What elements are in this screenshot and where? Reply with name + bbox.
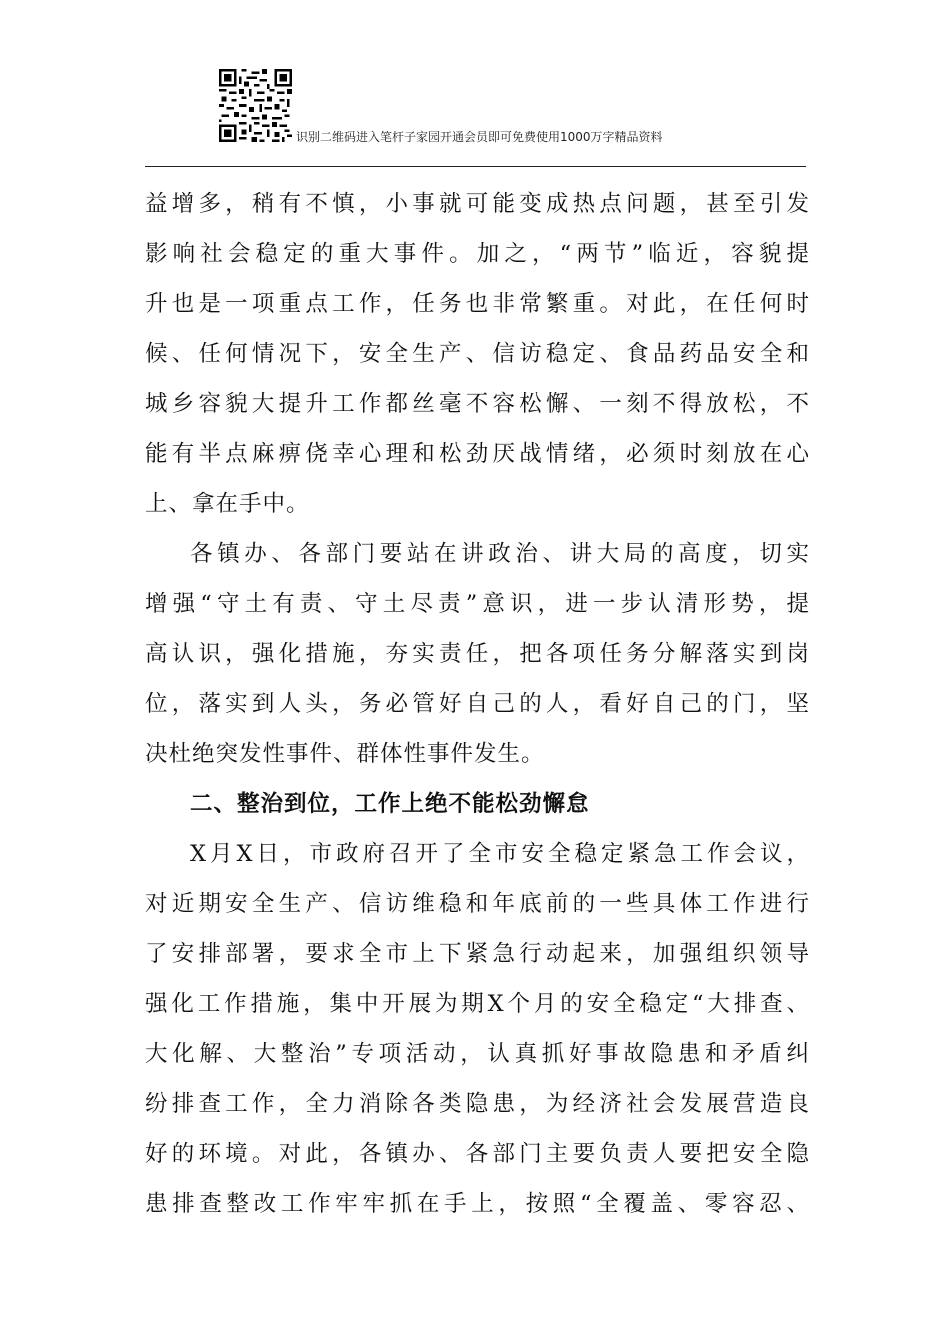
qr-code: [219, 69, 292, 142]
paragraph-line: 增强“守土有责、守土尽责”意识，进一步认清形势，提: [145, 591, 810, 617]
paragraph-line: 纷排查工作，全力消除各类隐患，为经济社会发展营造良: [145, 1091, 810, 1117]
paragraph-line: 对近期安全生产、信访维稳和年底前的一些具体工作进行: [145, 891, 810, 917]
paragraph-line: X月X日，市政府召开了全市安全稳定紧急工作会议，: [190, 841, 810, 867]
paragraph-line: 了安排部署，要求全市上下紧急行动起来，加强组织领导: [145, 941, 810, 967]
paragraph-line: 益增多，稍有不慎，小事就可能变成热点问题，甚至引发: [145, 191, 810, 217]
qr-code-icon: [219, 69, 292, 142]
header-caption: 识别二维码进入笔杆子家园开通会员即可免费使用1000万字精品资料: [296, 130, 663, 144]
paragraph-line: 升也是一项重点工作，任务也非常繁重。对此，在任何时: [145, 291, 810, 317]
paragraph-line: 强化工作措施，集中开展为期X个月的安全稳定“大排查、: [145, 991, 810, 1017]
paragraph-line: 大化解、大整治”专项活动，认真抓好事故隐患和矛盾纠: [145, 1041, 810, 1067]
paragraph-line: 患排查整改工作牢牢抓在手上，按照“全覆盖、零容忍、: [145, 1191, 810, 1217]
paragraph-line: 好的环境。对此，各镇办、各部门主要负责人要把安全隐: [145, 1141, 810, 1167]
section-heading: 二、整治到位，工作上绝不能松劲懈怠: [190, 791, 590, 817]
document-body: [145, 179, 810, 1229]
paragraph-line: 候、任何情况下，安全生产、信访稳定、食品药品安全和: [145, 341, 810, 367]
paragraph-line: 决杜绝突发性事件、群体性事件发生。: [145, 741, 545, 767]
paragraph-line: 高认识，强化措施，夯实责任，把各项任务分解落实到岗: [145, 641, 810, 667]
header-divider: [145, 166, 806, 167]
paragraph-line: 能有半点麻痹侥幸心理和松劲厌战情绪，必须时刻放在心: [145, 441, 810, 467]
paragraph-line: 上、拿在手中。: [145, 491, 310, 517]
paragraph-line: 影响社会稳定的重大事件。加之，“两节”临近，容貌提: [145, 241, 810, 267]
paragraph-line: 城乡容貌大提升工作都丝毫不容松懈、一刻不得放松，不: [145, 391, 810, 417]
paragraph-line: 位，落实到人头，务必管好自己的人，看好自己的门，坚: [145, 691, 810, 717]
paragraph-line: 各镇办、各部门要站在讲政治、讲大局的高度，切实: [190, 541, 810, 567]
